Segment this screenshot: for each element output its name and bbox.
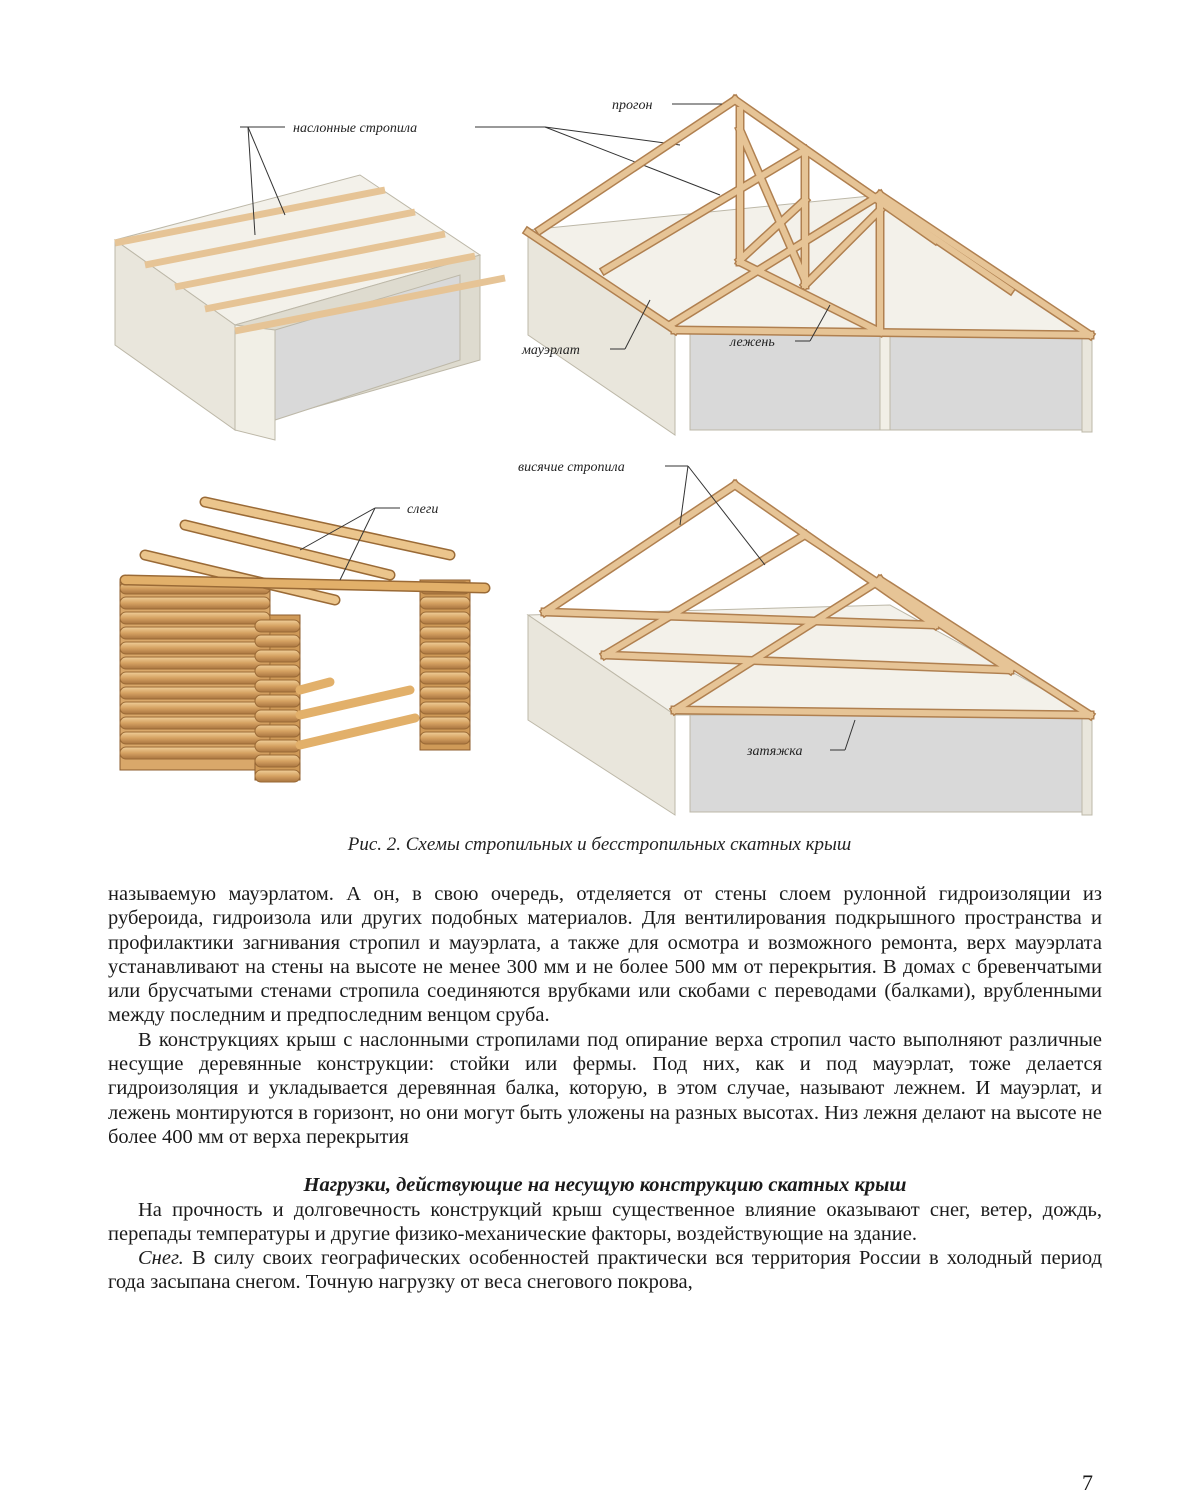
paragraph-2: В конструкциях крыш с наслонными стропилами под опирание верха стропил часто выполняют различные несущие деревянные конструкции: стойки или фермы. Под них, как и под мауэрлат, тоже делается гидроизоляция и укладывается деревянная балка, которую, в этом случае, называют лежнем. И мауэрлат, и лежень монтируются в горизонт, но они могут быть уложены на разных высотах. Низ лежня делают на высоте не более 400 мм от верха перекрытия [108,1028,1102,1148]
paragraph-4-lead: Снег. [138,1247,184,1270]
paragraph-1: называемую мауэрлатом. А он, в свою очередь, отделяется от стены слоем рулонной гидроизоляции из рубероида, гидроизола или других подобных материалов. Для вентилирования подкрышного пространства и профилактики загнивания стропил и мауэрлата, а также для осмотра и возможного ремонта, верх мауэрлата устанавливают на стены на высоте не менее 300 мм и не более 500 мм от перекрытия. В домах с бревенчатыми или брусчатыми стенами стропила соединяются врубками или скобами с переводами (балками), врубленными между последним и предпоследним венцом сруба. [108,883,1102,1027]
body-text [108,882,1102,1295]
section-heading: Нагрузки, действующие на несущую конструкцию скатных крыш [303,1174,907,1197]
label-progon: прогон [612,98,653,113]
paragraph-3: На прочность и долговечность конструкций крыш существенное влияние оказывают снег, ветер, дождь, перепады температуры и другие физико-механические факторы, воздействующие на здание. [108,1198,1102,1245]
page-number: 7 [1082,1470,1093,1495]
paragraph-4 [108,1246,1102,1295]
label-mauerlat: мауэрлат [522,343,580,358]
diagram-log-house-purlins [120,502,485,782]
label-naslonnye: наслонные стропила [293,121,418,136]
label-lezhen: лежень [730,335,775,350]
diagram-hanging-rafters [518,460,1092,815]
label-zatyazhka: затяжка [747,744,803,759]
label-visyachie: висячие стропила [518,460,625,475]
paragraph-4-text: В силу своих географических особенностей практически вся территория России в холодный период года засыпана снегом. Точную нагрузку от веса снегового покрова, [108,1247,1102,1294]
figure-caption: Рис. 2. Схемы стропильных и бесстропильных скатных крыш [347,834,852,855]
label-slegi: слеги [407,502,439,517]
diagram-purlin-rafters [521,98,1092,435]
